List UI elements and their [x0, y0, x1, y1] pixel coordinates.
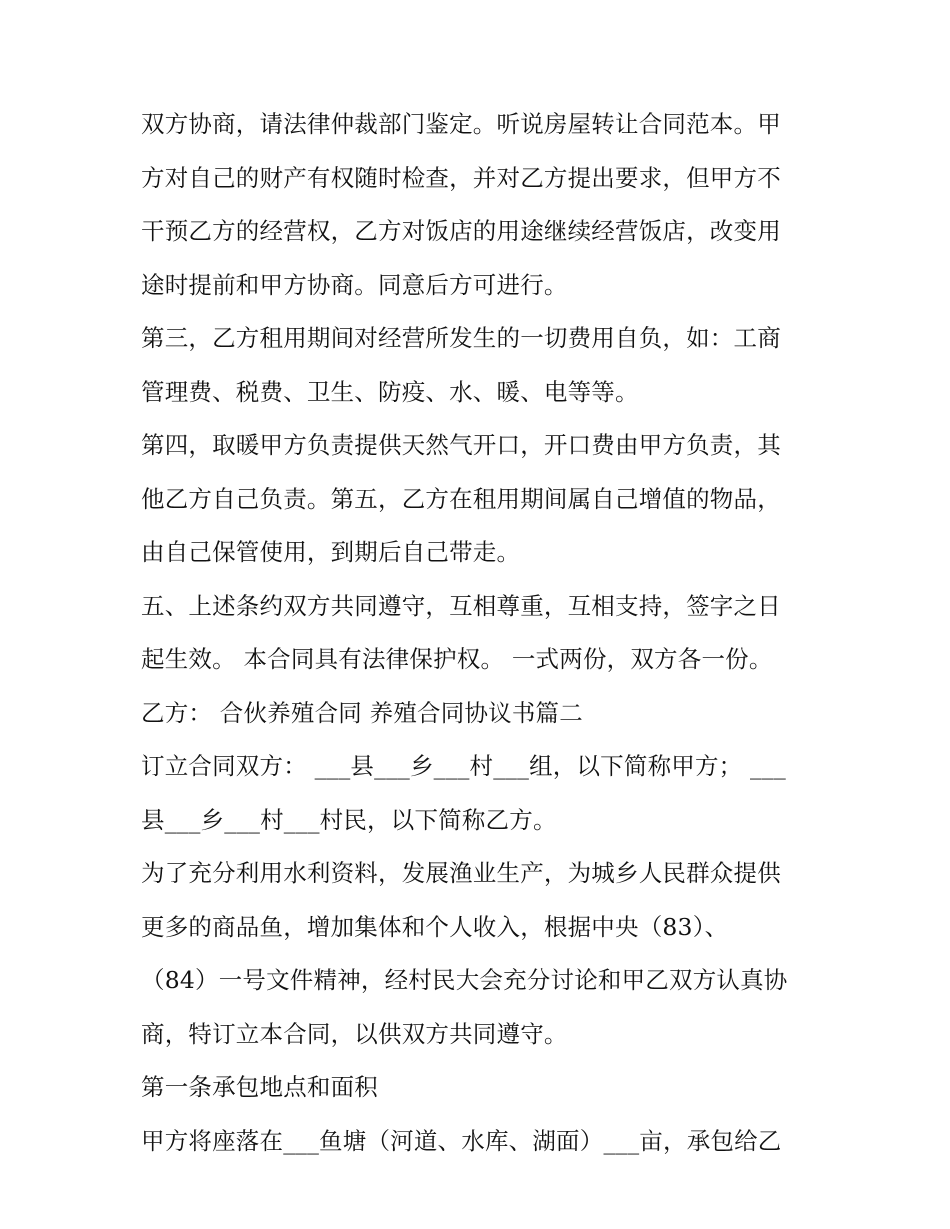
text-line: 途时提前和甲方协商。同意后方可进行。 — [141, 270, 568, 299]
text-line: 双方协商，请法律仲裁部门鉴定。听说房屋转让合同范本。甲 — [141, 110, 781, 138]
text-line: 管理费、税费、卫生、防疫、水、暖、电等等。 — [141, 377, 639, 406]
text-line: 为了充分利用水利资料，发展渔业生产，为城乡人民群众提供 — [141, 859, 781, 887]
text-line: 他乙方自己负责。第五，乙方在租用期间属自己增值的物品， — [141, 484, 781, 513]
text-line: （84）一号文件精神，经村民大会充分讨论和甲乙双方认真协 — [141, 966, 788, 994]
text-line: 方对自己的财产有权随时检查，并对乙方提出要求，但甲方不 — [141, 163, 781, 192]
text-line: 甲方将座落在___鱼塘（河道、水库、湖面）___亩，承包给乙 — [141, 1126, 782, 1155]
text-line: 订立合同双方： ___县___乡___村___组，以下简称甲方； ___ — [141, 752, 786, 780]
text-line: 第三，乙方租用期间对经营所发生的一切费用自负，如：工商 — [141, 324, 781, 352]
text-line: 起生效。 本合同具有法律保护权。 一式两份，双方各一份。 — [141, 645, 773, 673]
article-heading: 第一条承包地点和面积 — [141, 1073, 378, 1101]
text-line: 干预乙方的经营权，乙方对饭店的用途继续经营饭店，改变用 — [141, 217, 781, 245]
section-heading: 乙方： 合伙养殖合同 养殖合同协议书篇二 — [141, 698, 583, 727]
text-line: 县___乡___村___村民，以下简称乙方。 — [141, 805, 557, 834]
text-line: 由自己保管使用，到期后自己带走。 — [141, 538, 521, 566]
text-line: 更多的商品鱼，增加集体和个人收入，根据中央（83）、 — [141, 912, 729, 941]
text-line: 商，特订立本合同，以供双方共同遵守。 — [141, 1019, 568, 1048]
document-body — [141, 110, 821, 1180]
text-line: 五、上述条约双方共同遵守，互相尊重，互相支持，签字之日 — [141, 591, 781, 620]
text-line: 第四，取暖甲方负责提供天然气开口，开口费由甲方负责，其 — [141, 431, 781, 459]
